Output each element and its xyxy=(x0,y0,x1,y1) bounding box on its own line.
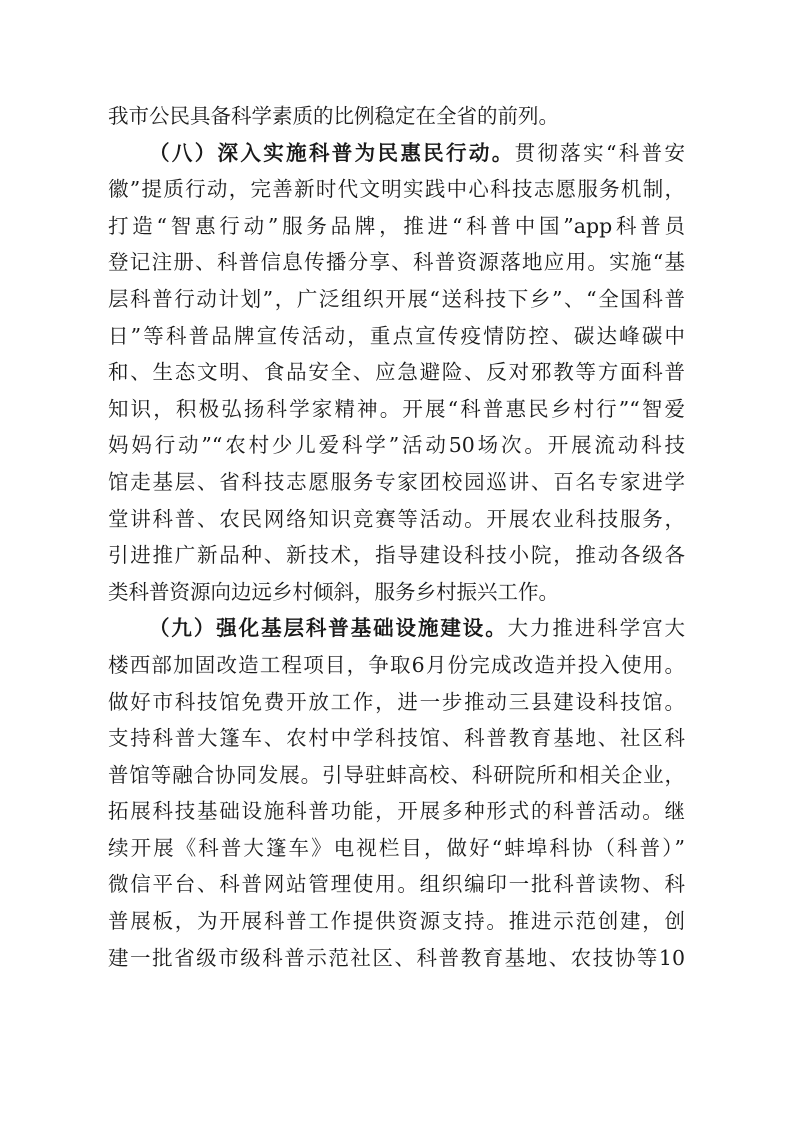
paragraph-line: 知识，积极弘扬科学家精神。开展“科普惠民乡村行”“智爱 xyxy=(108,396,685,421)
paragraph-line: 微信平台、科普网站管理使用。组织编印一批科普读物、科 xyxy=(108,872,685,897)
paragraph-line: 打造“智惠行动”服务品牌，推进“科普中国”app科普员 xyxy=(108,213,685,238)
section-9-heading: （九）强化基层科普基础设施建设。 xyxy=(149,616,508,641)
paragraph-line: 支持科普大篷车、农村中学科技馆、科普教育基地、社区科 xyxy=(108,726,685,751)
section-8-first-line xyxy=(108,135,685,172)
paragraph-text: 贯彻落实“科普安 xyxy=(514,140,685,165)
paragraph-line: 引进推广新品种、新技术，指导建设科技小院，推动各级各 xyxy=(108,543,685,568)
paragraph-line: 楼西部加固改造工程项目，争取6月份完成改造并投入使用。 xyxy=(108,652,685,677)
paragraph-line: 类科普资源向边远乡村倾斜，服务乡村振兴工作。 xyxy=(108,579,559,604)
paragraph-line: 堂讲科普、农民网络知识竞赛等活动。开展农业科技服务， xyxy=(108,506,685,531)
paragraph-line: 普馆等融合协同发展。引导驻蚌高校、科研院所和相关企业， xyxy=(108,762,685,787)
section-9-first-line xyxy=(108,610,685,647)
paragraph-line: 妈妈行动”“农村少儿爱科学”活动50场次。开展流动科技 xyxy=(108,433,685,458)
paragraph-line: 我市公民具备科学素质的比例稳定在全省的前列。 xyxy=(108,104,559,128)
paragraph-line: 做好市科技馆免费开放工作，进一步推动三县建设科技馆。 xyxy=(108,689,685,714)
paragraph-line: 徽”提质行动，完善新时代文明实践中心科技志愿服务机制， xyxy=(108,177,685,202)
paragraph-line: 日”等科普品牌宣传活动，重点宣传疫情防控、碳达峰碳中 xyxy=(108,323,685,348)
paragraph-line: 建一批省级市级科普示范社区、科普教育基地、农技协等10 xyxy=(108,945,685,970)
section-8-heading: （八）深入实施科普为民惠民行动。 xyxy=(149,140,515,165)
paragraph-line: 普展板，为开展科普工作提供资源支持。推进示范创建，创 xyxy=(108,909,685,934)
document-page xyxy=(108,98,685,976)
paragraph-text: 大力推进科学宫大 xyxy=(507,616,686,641)
paragraph-line: 层科普行动计划”，广泛组织开展“送科技下乡”、“全国科普 xyxy=(108,286,685,311)
paragraph-line: 馆走基层、省科技志愿服务专家团校园巡讲、百名专家进学 xyxy=(108,469,685,494)
paragraph-line: 拓展科技基础设施科普功能，开展多种形式的科普活动。继 xyxy=(108,799,685,824)
paragraph-line: 登记注册、科普信息传播分享、科普资源落地应用。实施“基 xyxy=(108,250,685,275)
paragraph-line: 续开展《科普大篷车》电视栏目，做好“蚌埠科协（科普）” xyxy=(108,835,685,860)
paragraph-line: 和、生态文明、食品安全、应急避险、反对邪教等方面科普 xyxy=(108,360,685,385)
